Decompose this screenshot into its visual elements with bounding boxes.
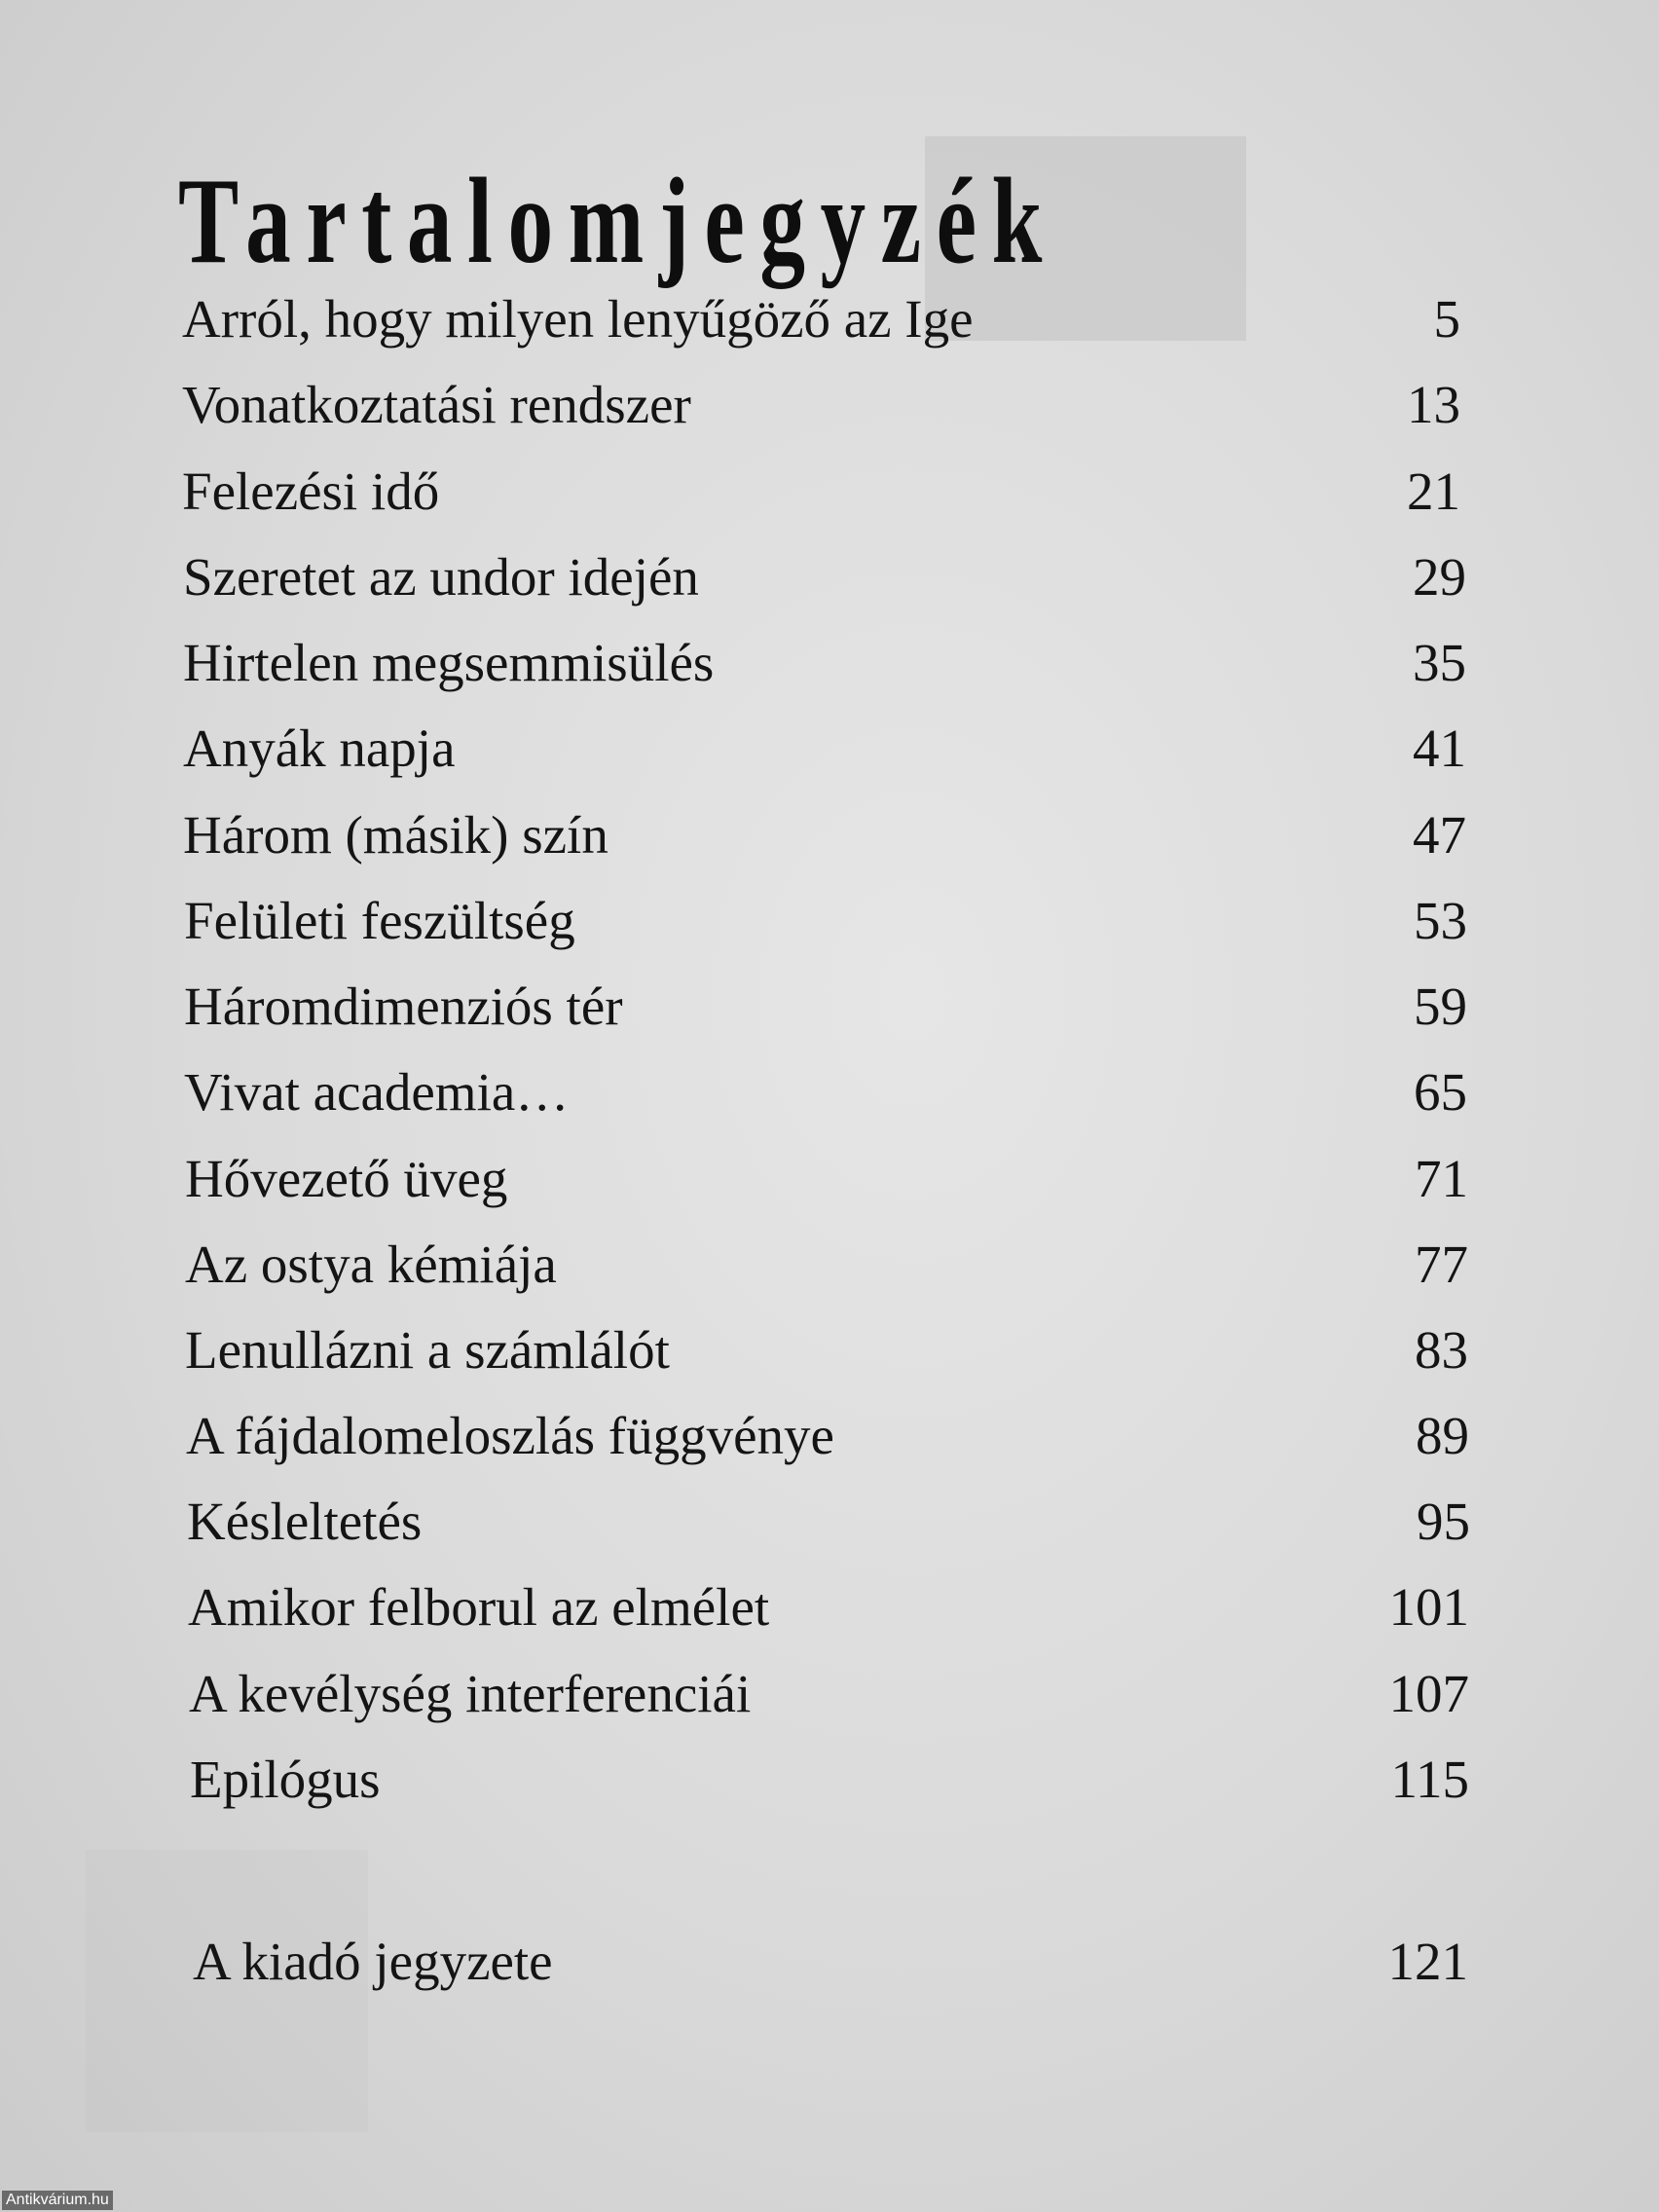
toc-entry — [189, 1660, 1469, 1728]
toc-entry — [183, 543, 1466, 611]
toc-entry-title: Három (másik) szín — [183, 805, 608, 865]
toc-entry — [182, 285, 1460, 353]
toc-entry-page: 35 — [1413, 633, 1466, 692]
toc-entry — [182, 371, 1460, 439]
toc-entry — [185, 1145, 1468, 1213]
toc-entry-page: 83 — [1415, 1320, 1468, 1380]
toc-entry — [183, 629, 1466, 697]
toc-entry-title: A kevélység interferenciái — [189, 1664, 752, 1723]
toc-entry — [190, 1746, 1469, 1814]
toc-entry-page: 101 — [1388, 1577, 1469, 1637]
toc-entry-title: Felületi feszültség — [184, 891, 575, 950]
toc-entry-page: 53 — [1414, 891, 1467, 950]
toc-entry-title: Felezési idő — [182, 461, 440, 521]
toc-entry-title: Az ostya kémiája — [185, 1235, 557, 1294]
toc-entry-page: 121 — [1387, 1932, 1468, 1991]
toc-entry-title: Háromdimenziós tér — [184, 977, 623, 1036]
toc-entry-page: 71 — [1415, 1149, 1468, 1208]
toc-entry-title: Arról, hogy milyen lenyűgöző az Ige — [182, 289, 974, 349]
toc-entry-page: 89 — [1416, 1406, 1469, 1465]
toc-entry-page: 13 — [1407, 375, 1460, 434]
toc-entry-page: 95 — [1417, 1492, 1470, 1551]
toc-entry-title: A fájdalomeloszlás függvénye — [186, 1406, 834, 1465]
toc-entry — [193, 1928, 1468, 1996]
toc-entry-title: Hirtelen megsemmisülés — [183, 633, 715, 692]
toc-entry-page: 21 — [1407, 461, 1460, 521]
toc-entry-title: Epilógus — [190, 1750, 381, 1809]
toc-entry-title: Vonatkoztatási rendszer — [182, 375, 691, 434]
toc-entry-title: A kiadó jegyzete — [193, 1932, 553, 1991]
toc-entry-page: 41 — [1413, 719, 1466, 778]
toc-entry — [182, 458, 1460, 526]
toc-entry — [183, 801, 1466, 869]
toc-entry — [186, 1402, 1469, 1470]
toc-entry-title: Vivat academia… — [184, 1062, 570, 1122]
toc-entry-title: Lenullázni a számlálót — [185, 1320, 670, 1380]
toc-entry — [187, 1488, 1470, 1556]
toc-entry-title: Anyák napja — [183, 719, 456, 778]
toc-entry-page: 115 — [1390, 1750, 1469, 1809]
toc-entry — [184, 973, 1467, 1041]
toc-entry-page: 65 — [1414, 1062, 1467, 1122]
toc-entry-page: 77 — [1415, 1235, 1468, 1294]
page-title: Tartalomjegyzék — [178, 154, 1057, 290]
toc-entry — [188, 1573, 1469, 1641]
toc-entry-title: Hővezető üveg — [185, 1149, 508, 1208]
toc-entry — [185, 1316, 1468, 1384]
source-watermark: Antikvárium.hu — [2, 2191, 113, 2210]
toc-entry-page: 107 — [1388, 1664, 1469, 1723]
toc-entry-title: Amikor felborul az elmélet — [188, 1577, 770, 1637]
toc-entry-title: Késleltetés — [187, 1492, 423, 1551]
toc-entry-title: Szeretet az undor idején — [183, 547, 699, 607]
toc-entry-page: 47 — [1413, 805, 1466, 865]
toc-entry-page: 29 — [1413, 547, 1466, 607]
toc-entry — [183, 715, 1466, 783]
toc-entry-page: 59 — [1414, 977, 1467, 1036]
toc-entry-page: 5 — [1433, 289, 1460, 349]
toc-entry — [184, 1058, 1467, 1126]
toc-entry — [185, 1231, 1468, 1299]
toc-entry — [184, 887, 1467, 955]
